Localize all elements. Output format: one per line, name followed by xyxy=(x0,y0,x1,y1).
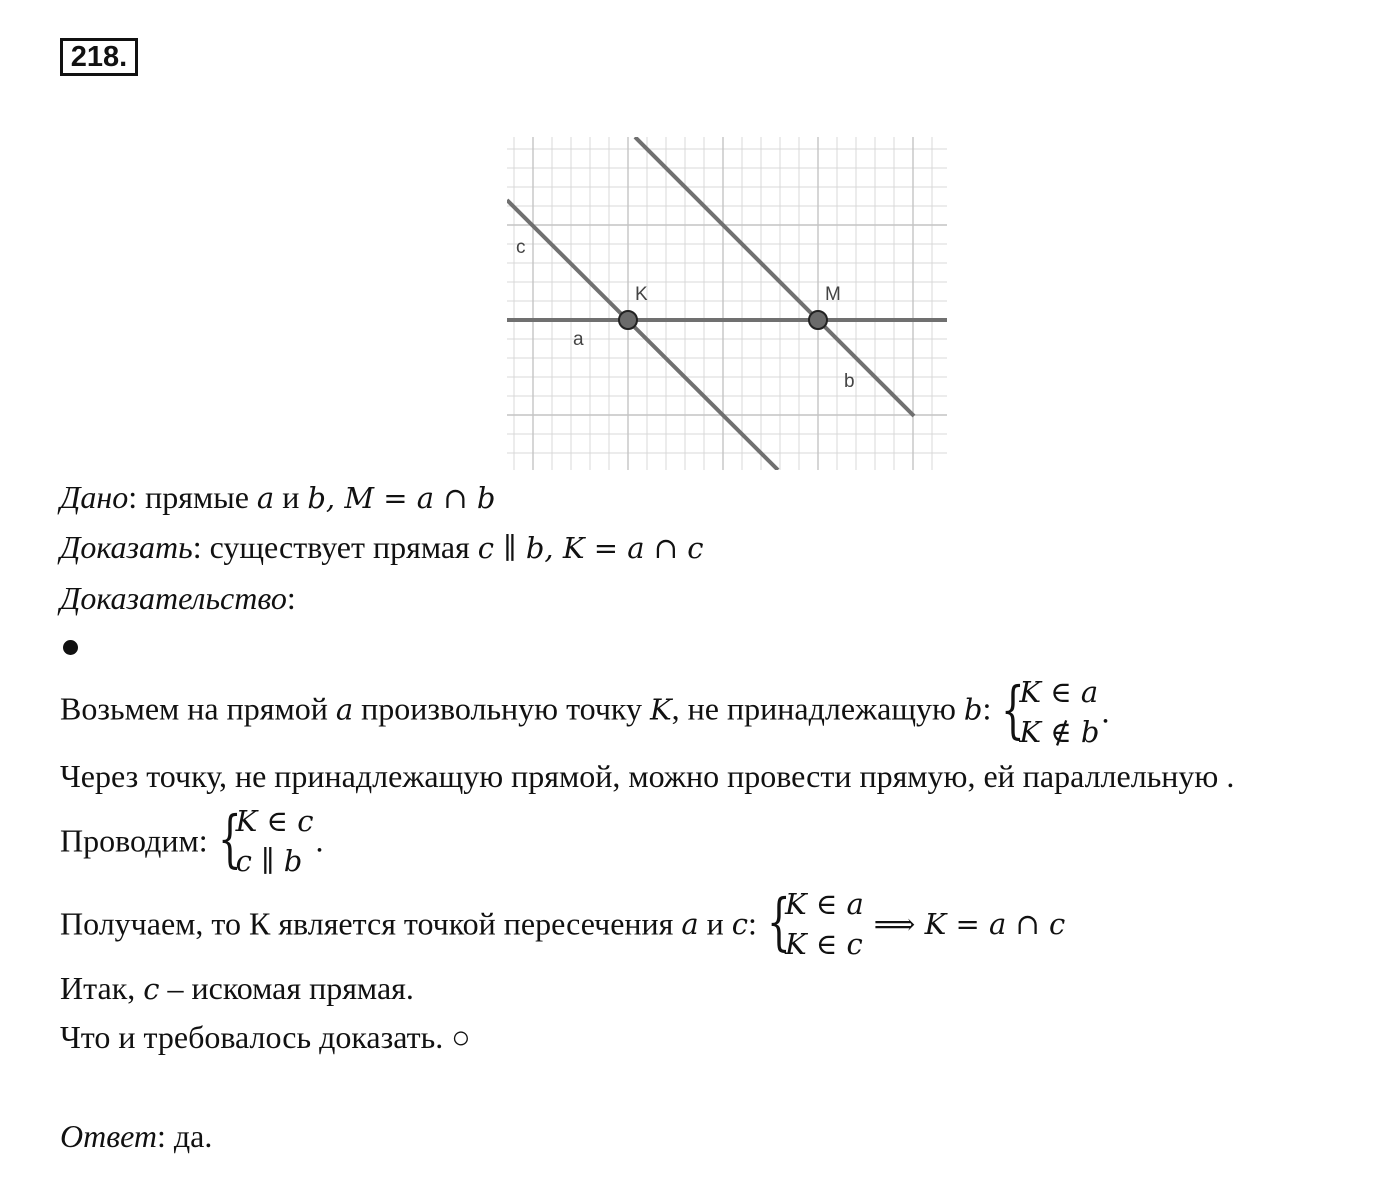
step2-line: Через точку, не принадлежащую прямой, можно провести прямую, ей параллельную . xyxy=(60,758,1235,794)
label-c: c xyxy=(516,237,526,258)
step3-pre: Проводим: xyxy=(60,822,216,859)
step4-pre: Получаем, то К является точкой пересечения xyxy=(60,905,682,942)
given-label: Дано xyxy=(60,479,129,515)
step1-pre: Возьмем на прямой xyxy=(60,690,336,727)
given-and: и xyxy=(274,479,308,515)
prove-text: : существует прямая xyxy=(192,529,478,565)
point-K xyxy=(619,311,637,329)
label-a: a xyxy=(573,329,584,350)
step3-trail: . xyxy=(315,822,324,859)
step1-var-a: a xyxy=(335,692,354,727)
step4-system-row-1: K ∈ a xyxy=(784,887,864,921)
step4-colon: : xyxy=(748,905,757,942)
label-K: K xyxy=(635,284,648,305)
given-var-a: a xyxy=(256,481,275,515)
geometry-figure xyxy=(507,137,947,470)
step1-system: { K ∈ a K ∉ b xyxy=(1001,672,1099,752)
given-text: : прямые xyxy=(128,479,257,515)
proof-line xyxy=(60,580,296,617)
given-var-b: b xyxy=(307,481,326,515)
step4-system-row-2: K ∈ c xyxy=(784,927,863,961)
step6-line: Что и требовалось доказать. ○ xyxy=(60,1019,471,1055)
given-math: , M = a ∩ b xyxy=(325,481,496,515)
step1-colon: : xyxy=(982,690,992,727)
bullet-marker xyxy=(63,640,78,655)
step5-pre: Итак, xyxy=(60,970,144,1006)
step4-result: ⟹ K = a ∩ c xyxy=(873,907,1066,941)
step1-system-row-2: K ∉ b xyxy=(1019,715,1100,749)
label-b: b xyxy=(844,371,855,392)
step1-system-row-1: K ∈ a xyxy=(1019,675,1099,709)
step4-line xyxy=(60,884,1065,964)
step3-system: { K ∈ c c ∥ b xyxy=(218,801,314,881)
answer-line xyxy=(60,1118,212,1155)
given-line xyxy=(60,479,495,516)
answer-label: Ответ xyxy=(60,1118,157,1154)
step1-var-b: b xyxy=(963,692,983,727)
step3-system-row-2: c ∥ b xyxy=(235,844,303,878)
proof-colon: : xyxy=(286,580,296,616)
step1-post: , не принадлежащую xyxy=(671,690,964,727)
step1-var-K: K xyxy=(650,692,672,727)
prove-math: c ∥ b, K = a ∩ c xyxy=(477,531,704,565)
point-M xyxy=(809,311,827,329)
step3-line xyxy=(60,801,323,881)
step3-system-row-1: K ∈ c xyxy=(235,804,314,838)
answer-text: : да. xyxy=(157,1118,213,1154)
step1-mid: произвольную точку xyxy=(353,690,650,727)
step1-line xyxy=(60,672,1110,752)
step4-var-a: a xyxy=(681,907,699,941)
step5-line xyxy=(60,970,414,1007)
step5-var-c: c xyxy=(143,972,160,1006)
step1-trail: . xyxy=(1101,693,1110,730)
step5-post: – искомая прямая. xyxy=(159,970,414,1006)
line-b xyxy=(635,137,914,416)
proof-label: Доказательство xyxy=(60,580,287,616)
prove-label: Доказать xyxy=(60,529,193,565)
prove-line xyxy=(60,529,704,566)
step4-var-c: c xyxy=(731,907,749,941)
label-M: M xyxy=(825,284,841,305)
step4-and: и xyxy=(698,905,732,942)
step4-system: { K ∈ a K ∈ c xyxy=(767,884,864,964)
task-number: 218. xyxy=(60,38,138,76)
